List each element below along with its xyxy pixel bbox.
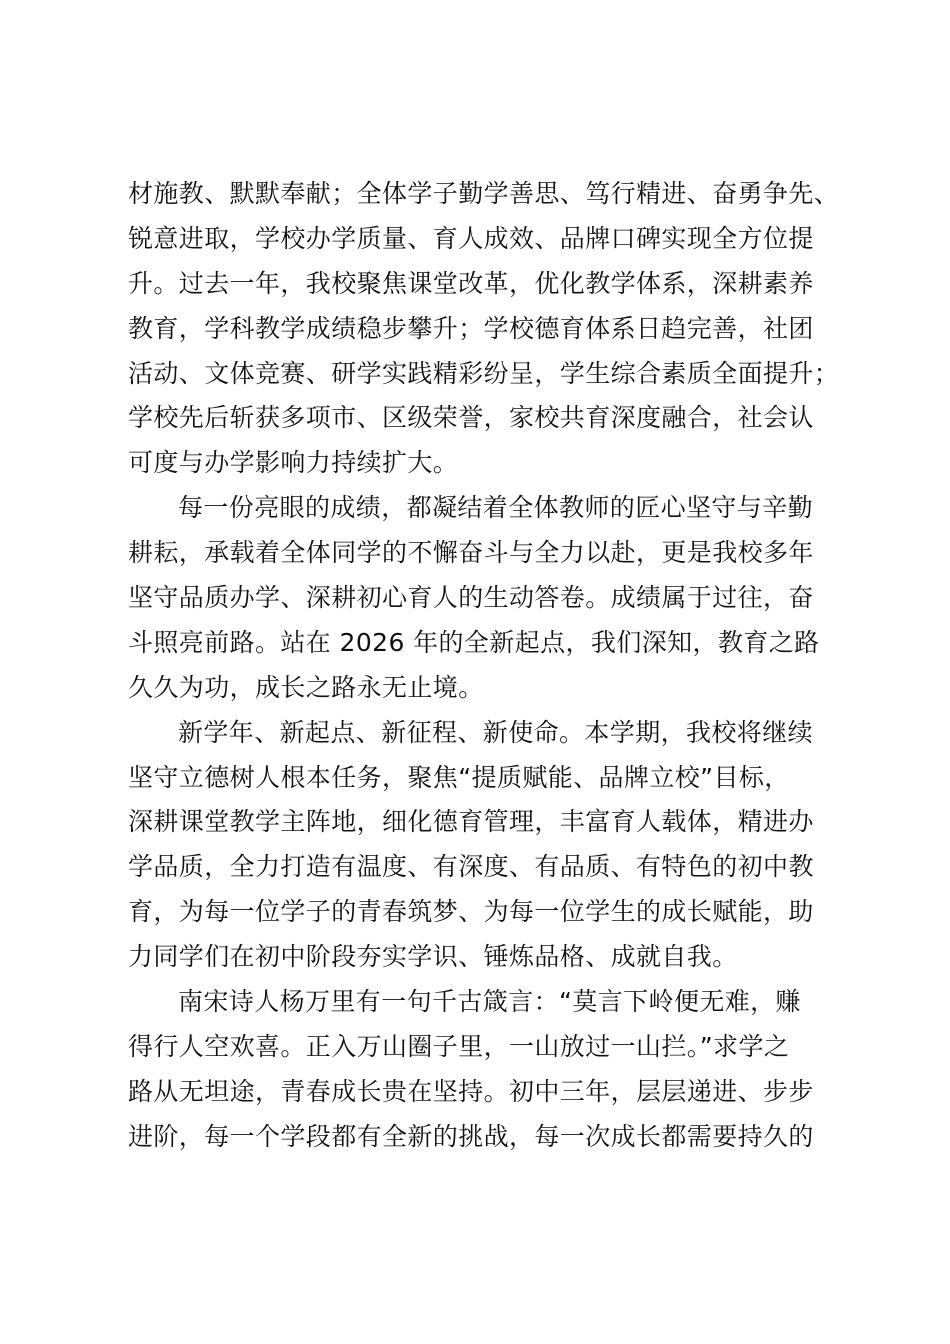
paragraph-first-line: 新学年、新起点、新征程、新使命。本学期，我校将继续 bbox=[178, 717, 814, 747]
text-line: 育，为每一位学子的青春筑梦、为每一位学生的成长赋能，助 bbox=[128, 897, 814, 927]
text-line: 材施教、默默奉献；全体学子勤学善思、笃行精进、奋勇争先、 bbox=[128, 179, 840, 208]
text-line: 活动、文体竞赛、研学实践精彩纷呈，学生综合素质全面提升； bbox=[128, 358, 840, 388]
text-line: 路从无坦途，青春成长贵在坚持。初中三年，层层递进、步步 bbox=[128, 1076, 814, 1106]
text-line: 久久为功，成长之路永无止境。 bbox=[128, 672, 484, 702]
text-line: 升。过去一年，我校聚焦课堂改革，优化教学体系，深耕素养 bbox=[128, 268, 814, 298]
text-line: 学校先后斩获多项市、区级荣誉，家校共育深度融合，社会认 bbox=[128, 403, 814, 433]
paragraph-first-line: 每一份亮眼的成绩，都凝结着全体教师的匠心坚守与辛勤 bbox=[178, 493, 814, 523]
text-line: 进阶，每一个学段都有全新的挑战，每一次成长都需要持久的 bbox=[128, 1121, 814, 1151]
text-line: 耕耘，承载着全体同学的不懈奋斗与全力以赴，更是我校多年 bbox=[128, 538, 814, 568]
paragraph-first-line: 南宋诗人杨万里有一句千古箴言：“莫言下岭便无难，赚 bbox=[178, 987, 801, 1017]
text-line: 学品质，全力打造有温度、有深度、有品质、有特色的初中教 bbox=[128, 852, 814, 882]
text-line: 力同学们在初中阶段夯实学识、锤炼品格、成就自我。 bbox=[128, 942, 738, 972]
text-line: 坚守品质办学、深耕初心育人的生动答卷。成绩属于过往，奋 bbox=[128, 583, 814, 613]
text-line: 可度与办学影响力持续扩大。 bbox=[128, 448, 459, 478]
text-line: 得行人空欢喜。正入万山圈子里，一山放过一山拦。”求学之 bbox=[128, 1031, 790, 1061]
text-line: 坚守立德树人根本任务，聚焦“提质赋能、品牌立校”目标， bbox=[128, 762, 790, 792]
text-line: 锐意进取，学校办学质量、育人成效、品牌口碑实现全方位提 bbox=[128, 223, 814, 253]
body-text bbox=[128, 172, 858, 1160]
text-line: 教育，学科教学成绩稳步攀升；学校德育体系日趋完善，社团 bbox=[128, 313, 814, 343]
text-line: 深耕课堂教学主阵地，细化德育管理，丰富育人载体，精进办 bbox=[128, 807, 814, 837]
text-line: 斗照亮前路。站在 2026 年的全新起点，我们深知，教育之路 bbox=[128, 627, 820, 657]
